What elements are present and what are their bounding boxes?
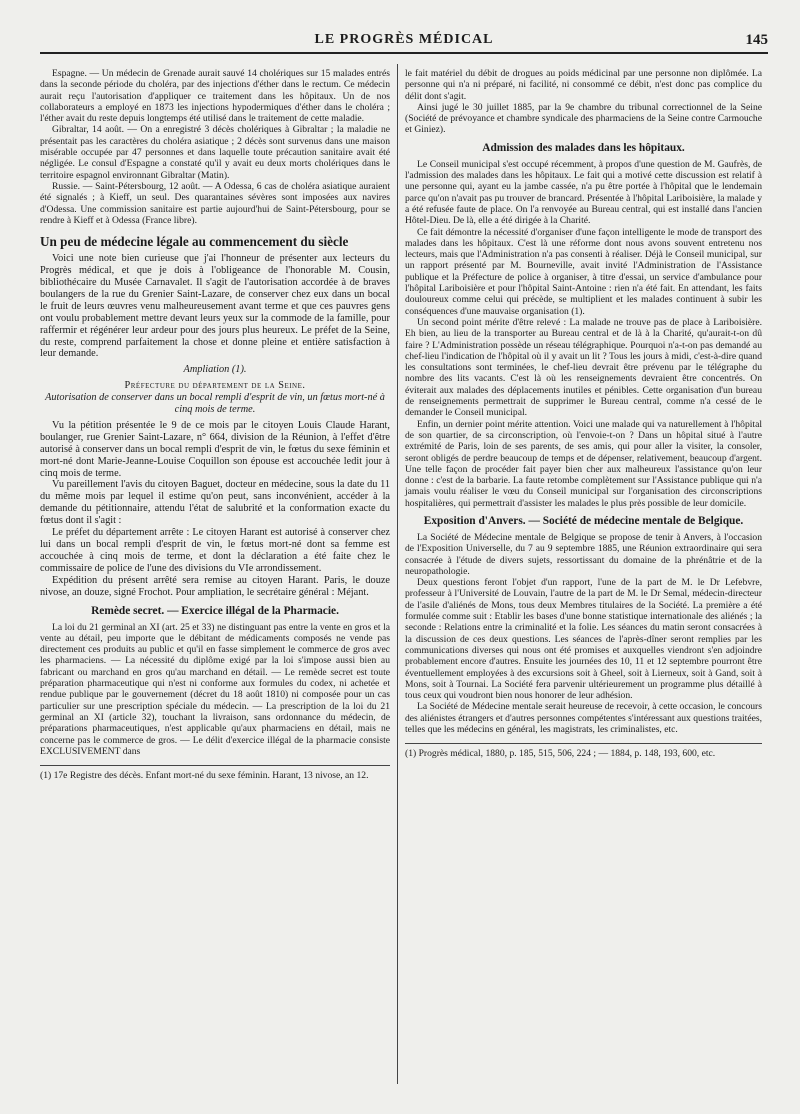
column-divider [397, 64, 398, 1084]
section-title-remede-secret: Remède secret. — Exercice illégal de la Pharmacie. [91, 604, 339, 617]
right-column [405, 68, 762, 759]
remede-paragraph: La loi du 21 germinal an XI (art. 25 et 33) ne distinguant pas entre la vente en gros et la vente au détail, peu importe que le débitant de médicaments composés ne vende pas directement ces produits au public et qu'il en fasse simplement le commerce de gros avec les pharmaciens. — La nécessité du diplôme exigé par la loi s'impose aussi bien au fabricant ou marchand en gros qu'au marchand en détail. — Le remède secret est toute préparation pharmaceutique qui n'est ni conforme aux formules du codex, ni achetée et rendue publique par le gouvernement (décret du 18 août 1810) ni composée pour un cas particulier sur une prescription spéciale du médecin. — La prescription de la loi du 21 germinal an XI (article 32), touchant la livraison, sans ordonnance du médecin, de préparations pharmaceutiques, n'est applicable qu'aux pharmaciens en détail, mais ne concerne pas le commerce de gros. — Le délit d'exercice illégal de la pharmacie consiste EXCLUSIVEMENT dans [40, 621, 390, 757]
admission-paragraph-2: Ce fait démontre la nécessité d'organiser d'une façon intelligente le mode de transport des malades dans les hôpitaux. C'est là une réforme dont nous avons souvent entretenu nos lecteurs, mais que l'Administration n'a pas consenti à réaliser. Déjà le Conseil municipal, sur un rapport présenté par M. Bourneville, avait invité l'Administration de l'Assistance publique et la Préfecture de police à organiser, à titre d'essai, un service d'ambulance pour l'hôpital Lariboisière et pour l'hôpital Saint-Antoine : rien n'a été fait. En attendant, les faits douloureux comme celui qui précède, se multiplient et les malades continuent à subir les conséquences d'une mauvaise organisation (1). [405, 226, 762, 317]
decree-paragraph-1: Vu la pétition présentée le 9 de ce mois par le citoyen Louis Claude Harant, boulanger, rue Grenier Saint-Lazare, n° 664, division de la Réunion, à l'effet d'être autorisé à conserver dans un bocal rempli d'esprit de vin, le fœtus du sexe féminin et mort-né dont Marie-Jeanne-Louise Coquillon son épouse est accouchée ledit jour à cinq mois de terme. [40, 419, 390, 479]
news-russie: Russie. — Saint-Pétersbourg, 12 août. — A Odessa, 6 cas de choléra asiatique auraient été signalés ; à Kieff, un seul. Des quarantaines sévères sont imposées aux navires d'Odessa. Une commission sanitaire est partie aujourd'hui de Saint-Pétersbourg, pour se rendre à Kieff et à Odessa (France libre). [40, 180, 390, 226]
remede-continuation: le fait matériel du débit de drogues au poids médicinal par une personne non diplômée. La personne qui n'a ni préparé, ni facilité, ni consommé ce débit, n'est donc pas complice du délit dont s'agit. [405, 68, 762, 102]
left-column [40, 68, 390, 781]
footnote-rule [405, 743, 762, 744]
decree-paragraph-4: Expédition du présent arrêté sera remise au citoyen Harant. Paris, le douze nivose, an douze, signé Frochot. Pour ampliation, le secrétaire général : Méjant. [40, 574, 390, 598]
news-espagne: Espagne. — Un médecin de Grenade aurait sauvé 14 cholériques sur 15 malades entrés dans la seconde période du choléra, par des injections d'éther dans le rectum. Ce médecin aurait reçu l'autorisation d'appliquer ce traitement dans les hôpitaux. Un de nos collaborateurs a employé en 1873 les injections hypodermiques d'éther dans le choléra ; l'éther avait du reste depuis longtemps été utilisé dans le traitement de cette maladie. [40, 68, 390, 125]
section-title-medecine-legale: Un peu de médecine légale au commencement du siècle [40, 234, 349, 250]
section-title-admission: Admission des malades dans les hôpitaux. [482, 141, 685, 154]
ampliation-heading: Ampliation (1). [183, 364, 247, 376]
footnote-rule [40, 765, 390, 766]
decree-paragraph-3: Le préfet du département arrête : Le citoyen Harant est autorisé à conserver chez lui dans un bocal rempli d'esprit de vin, le fœtus mort-né dont sa femme est accouchée à cinq mois de terme, et dont la déclaration a été faite chez le commissaire de police de l'une des divisions du VIe arrondissement. [40, 527, 390, 574]
admission-paragraph-4: Enfin, un dernier point mérite attention. Voici une malade qui va naturellement à l'hôpital de son quartier, de sa circonscription, où l'envoie-t-on ? Dans un hôpital situé à l'autre extrémité de Paris, loin de ses parents, de ses amis, qui pour aller la visiter, la consoler, seront obligés de perdre beaucoup de temps et de dépenser, relativement, beaucoup d'argent. Une telle façon de procéder fait payer bien cher aux malheureux l'assistance qu'on leur donne : c'est de la barbarie. La faute retombe complètement sur l'Assistance publique qui n'a jamais voulu réaliser le vœu du Conseil municipal sur l'organisation des circonscriptions hospitalières, qui permettrait d'assister les malades le plus près possible de leur domicile. [405, 418, 762, 509]
footnote-left: (1) 17e Registre des décès. Enfant mort-né du sexe féminin. Harant, 13 nivose, an 12. [40, 770, 369, 782]
section-title-anvers: Exposition d'Anvers. — Société de médecine mentale de Belgique. [423, 514, 744, 527]
running-header [40, 30, 768, 52]
journal-title: LE PROGRÈS MÉDICAL [314, 32, 494, 47]
page-number: 145 [745, 32, 768, 48]
intro-paragraph: Voici une note bien curieuse que j'ai l'honneur de présenter aux lecteurs du Progrès médical, et que je dois à l'obligeance de l'honorable M. Cousin, bibliothécaire du Musée Carnavalet. Il s'agit de l'autorisation accordée à de braves boulangers de la rue du Grenier Saint-Lazare, de conserver chez eux dans un bocal le fruit de leurs œuvres venu malheureusement avant terme et que ces pauvres gens ont voulu probablement mettre devant leurs yeux sur la commode de la famille, pour raffermir et régénérer leur ardeur pour des jours plus heureux. Le préfet de la Seine, du reste, comprend parfaitement la chose et donne pleine et entière satisfaction à leur demande. [40, 253, 390, 360]
anvers-paragraph-3: La Société de Médecine mentale serait heureuse de recevoir, à cette occasion, le concours des aliénistes étrangers et d'autres personnes compétentes s'intéressant aux questions traitées, telles que les médecins en général, les magistrats, les criminalistes, etc. [405, 701, 762, 736]
header-rule [40, 52, 768, 54]
news-gibraltar: Gibraltar, 14 août. — On a enregistré 3 décès cholériques à Gibraltar ; la maladie ne présentait pas les caractères du choléra asiatique ; 2 décès sont survenus dans une maison misérable occupée par 47 personnes et dans laquelle toute précaution sanitaire avait été négligée. Le consul d'Espagne a constaté qu'il y avait eu deux morts cholériques dans le territoire espagnol environnant Gibraltar (Matin). [40, 124, 390, 181]
admission-paragraph-1: Le Conseil municipal s'est occupé récemment, à propos d'une question de M. Gaufrès, de l'admission des malades dans les hôpitaux. Le fait qui a motivé cette discussion est relatif à une personne qui, ayant eu la jambe cassée, n'a pu être portée à l'hôpital que le lendemain parce qu'on n'avait pas pu trouver de brancard. Présentée à l'hôpital Lariboisière, la malade y a été refusée faute de place. On l'a renvoyée au Bureau central, qui est installé dans l'ancien Hôtel-Dieu. De là, elle a été dirigée à la Charité. [405, 158, 762, 227]
decree-paragraph-2: Vu pareillement l'avis du citoyen Baguet, docteur en médecine, sous la date du 11 du même mois par lequel il estime qu'on peut, sans inconvénient, accéder à la demande du pétitionnaire, attendu l'état de salubrité et la conformation exacte du fœtus dont il s'agit : [40, 479, 390, 527]
authorisation-title: Autorisation de conserver dans un bocal rempli d'esprit de vin, un fœtus mort-né à cinq mois de terme. [45, 392, 385, 416]
footnote-right: (1) Progrès médical, 1880, p. 185, 515, 506, 224 ; — 1884, p. 148, 193, 600, etc. [405, 748, 716, 760]
prefecture-heading: Préfecture du département de la Seine. [124, 380, 306, 392]
anvers-paragraph-2: Deux questions feront l'objet d'un rapport, l'une de la part de M. le Dr Lefebvre, professeur à l'Université de Louvain, l'autre de la part de M. le Dr Semal, médecin-directeur de l'asile d'aliénés de Mons, tous deux Membres titulaires de la Société. La première a été formulée comme suit : Etablir les bases d'une bonne statistique internationale des aliénés ; la seconde : Relations entre la criminalité et la folie. Les séances du matin seront consacrées à la discussion de ces deux questions. Les séances de l'après-dîner seront remplies par les communications diverses qui nous ont été promises et auxquelles viendront s'en adjoindre probablement encore d'autres. Ensuite les journées des 10, 11 et 12 septembre pourront être éventuellement employées à des excursions soit à Gheel, soit à Lierneux, soit à Gand, soit à Mons, soit à Tournai. La Société fera parvenir ultérieurement un programme plus détaillé à tous ceux qui voudront bien nous honorer de leur adhésion. [405, 577, 762, 702]
jugement-paragraph: Ainsi jugé le 30 juillet 1885, par la 9e chambre du tribunal correctionnel de la Seine (Société de prévoyance et chambre syndicale des pharmaciens de la Seine contre Carmouche et Giniez). [405, 101, 762, 136]
admission-paragraph-3: Un second point mérite d'être relevé : La malade ne trouve pas de place à Lariboisière. Eh bien, au lieu de la transporter au Bureau central et de là à la Charité, qu'aurait-t-on dû faire ? L'Administration possède un réseau télégraphique. Pourquoi n'a-t-on pas demandé au chef-lieu l'indication de l'hôpital où il y avait un lit ? Tous les jours à midi, c'est-à-dire quand les consultations sont terminées, le chef-lieu devrait être prévenu par le télégraphe du nombre des lits vacants. C'est là où les renseignements devraient être concentrés. On éviterait aux malades des déplacements inutiles et pénibles. Cette organisation d'un bureau de renseignements permettrait de supprimer le Bureau central, comme n'a cessé de le demander le Conseil municipal. [405, 316, 762, 419]
anvers-paragraph-1: La Société de Médecine mentale de Belgique se propose de tenir à Anvers, à l'occasion de l'Exposition Universelle, du 7 au 9 septembre 1885, une Réunion extraordinaire qui sera consacrée à l'étude de divers sujets, ressortissant du domaine de la phrénâtrie et de la neuropathologie. [405, 531, 762, 577]
